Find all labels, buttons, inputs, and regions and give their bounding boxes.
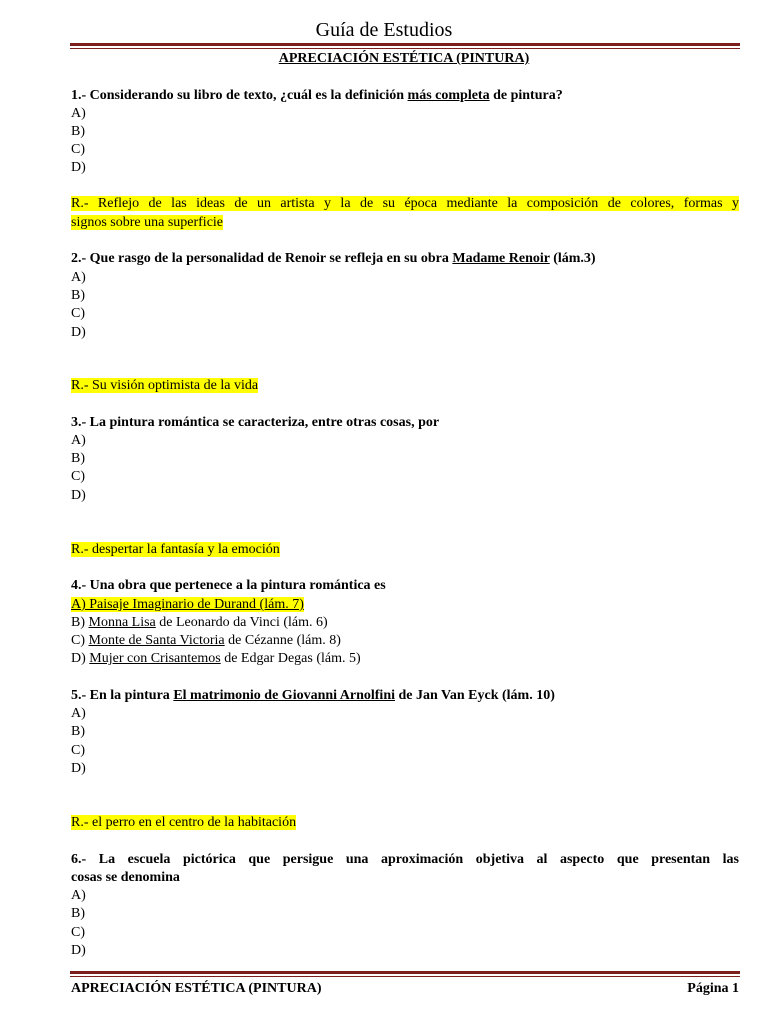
option-c: C) Monte de Santa Victoria de Cézanne (lám. 8) <box>71 633 341 648</box>
answer-5: R.- el perro en el centro de la habitación <box>71 815 297 830</box>
footer-rule-thin <box>70 976 740 977</box>
question-6-line-2: cosas se denomina <box>71 870 180 885</box>
question-2-underlined: Madame Renoir <box>452 251 550 266</box>
question-1-text: 1.- Considerando su libro de texto, ¿cuál es la definición <box>71 88 408 103</box>
question-6-line-1: 6.- La escuela pictórica que persigue una aproximación objetiva al aspecto que presentan las <box>71 852 739 867</box>
question-1 <box>71 87 739 105</box>
option-a: A) <box>71 706 86 721</box>
option-a: A) <box>71 433 86 448</box>
artwork-title: Monna Lisa <box>88 615 156 630</box>
question-5-text-end: de Jan Van Eyck (lám. 10) <box>395 688 555 703</box>
option-a: A) <box>71 270 86 285</box>
option-d: D) <box>71 325 86 340</box>
question-3: 3.- La pintura romántica se caracteriza, entre otras cosas, por <box>71 415 440 430</box>
option-a: A) <box>71 106 86 121</box>
option-d: D) <box>71 488 86 503</box>
option-b: B) <box>71 288 85 303</box>
option-d: D) <box>71 160 86 175</box>
option-c: C) <box>71 306 85 321</box>
option-c: C) <box>71 469 85 484</box>
option-a-answer: A) Paisaje Imaginario de Durand (lám. 7) <box>71 597 304 612</box>
answer-1-line-2: signos sobre una superficie <box>71 215 224 230</box>
option-b: B) <box>71 724 85 739</box>
page-header-title: Guía de Estudios <box>315 19 453 41</box>
question-1-underlined: más completa <box>407 88 490 103</box>
header-rule <box>70 43 740 46</box>
option-d: D) Mujer con Crisantemos de Edgar Degas (lám. 5) <box>71 651 361 666</box>
question-1-text-end: de pintura? <box>489 88 563 103</box>
question-2-text-end: (lám.3) <box>549 251 596 266</box>
question-5-text: 5.- En la pintura <box>71 688 174 703</box>
question-2 <box>71 250 739 268</box>
footer-title: APRECIACIÓN ESTÉTICA (PINTURA) <box>71 981 322 996</box>
question-4: 4.- Una obra que pertenece a la pintura romántica es <box>71 578 386 593</box>
option-b: B) <box>71 906 85 921</box>
option-d: D) <box>71 761 86 776</box>
option-c: C) <box>71 925 85 940</box>
footer-rule <box>70 971 740 974</box>
artwork-title: Mujer con Crisantemos <box>89 651 221 666</box>
option-d: D) <box>71 943 86 958</box>
option-b: B) <box>71 124 85 139</box>
option-b: B) Monna Lisa de Leonardo da Vinci (lám. 6) <box>71 615 328 630</box>
option-a: A) <box>71 888 86 903</box>
question-5 <box>71 687 739 705</box>
option-c: C) <box>71 743 85 758</box>
question-2-text: 2.- Que rasgo de la personalidad de Renoir se refleja en su obra <box>71 251 453 266</box>
answer-1-line-1: R.- Reflejo de las ideas de un artista y la de su época mediante la composición de colores, formas y <box>71 196 739 211</box>
artwork-title: Monte de Santa Victoria <box>88 633 225 648</box>
header-rule-thin <box>70 48 740 49</box>
option-b: B) <box>71 451 85 466</box>
page-number: Página 1 <box>687 981 739 996</box>
answer-3: R.- despertar la fantasía y la emoción <box>71 542 280 557</box>
document-subtitle: APRECIACIÓN ESTÉTICA (PINTURA) <box>278 51 530 66</box>
answer-2: R.- Su visión optimista de la vida <box>71 378 259 393</box>
option-c: C) <box>71 142 85 157</box>
question-5-underlined: El matrimonio de Giovanni Arnolfini <box>173 688 396 703</box>
